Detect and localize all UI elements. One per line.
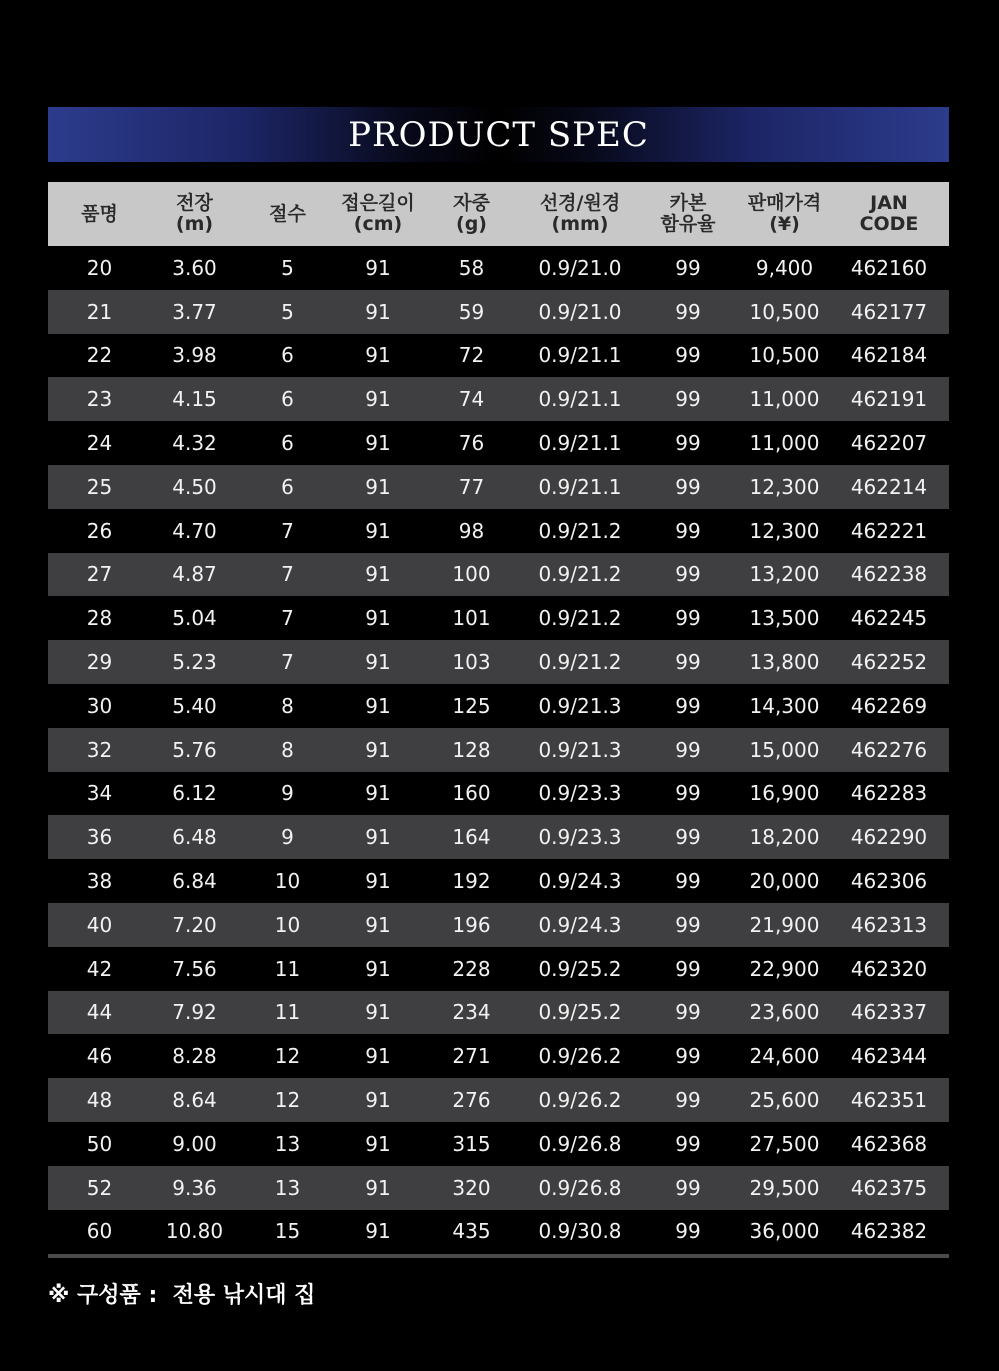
table-cell: 99	[636, 1210, 740, 1254]
table-cell: 22,900	[740, 947, 829, 991]
table-cell: 91	[337, 377, 419, 421]
table-cell: 99	[636, 1078, 740, 1122]
table-cell: 11,000	[740, 421, 829, 465]
table-cell: 8	[238, 728, 337, 772]
table-cell: 91	[337, 772, 419, 816]
table-cell: 125	[419, 684, 524, 728]
table-cell: 6.48	[151, 815, 238, 859]
table-cell: 21,900	[740, 903, 829, 947]
table-cell: 0.9/25.2	[524, 991, 636, 1035]
table-cell: 11	[238, 991, 337, 1035]
table-cell: 91	[337, 1210, 419, 1254]
table-cell: 164	[419, 815, 524, 859]
table-cell: 91	[337, 1078, 419, 1122]
table-cell: 8.64	[151, 1078, 238, 1122]
column-header-line1: 판매가격	[747, 192, 822, 214]
table-cell: 5.40	[151, 684, 238, 728]
table-cell: 8.28	[151, 1034, 238, 1078]
table-cell: 462252	[829, 640, 949, 684]
table-cell: 59	[419, 290, 524, 334]
table-cell: 462238	[829, 553, 949, 597]
table-cell: 0.9/23.3	[524, 772, 636, 816]
table-cell: 99	[636, 859, 740, 903]
column-header	[524, 182, 636, 246]
table-row	[48, 1078, 949, 1122]
table-row	[48, 421, 949, 465]
table-cell: 196	[419, 903, 524, 947]
table-cell: 0.9/21.1	[524, 421, 636, 465]
table-cell: 462351	[829, 1078, 949, 1122]
table-cell: 462160	[829, 246, 949, 290]
column-header-line1: 품명	[81, 202, 118, 225]
column-header	[337, 182, 419, 246]
table-cell: 15	[238, 1210, 337, 1254]
table-cell: 91	[337, 947, 419, 991]
table-cell: 44	[48, 991, 151, 1035]
table-cell: 462368	[829, 1122, 949, 1166]
table-cell: 9.36	[151, 1166, 238, 1210]
table-cell: 8	[238, 684, 337, 728]
table-cell: 91	[337, 465, 419, 509]
table-cell: 101	[419, 596, 524, 640]
column-header-line2: (mm)	[551, 213, 609, 235]
table-cell: 91	[337, 421, 419, 465]
table-cell: 0.9/26.2	[524, 1078, 636, 1122]
table-cell: 228	[419, 947, 524, 991]
table-cell: 462375	[829, 1166, 949, 1210]
column-header-line1: 자중	[453, 192, 490, 214]
table-cell: 0.9/21.1	[524, 334, 636, 378]
table-cell: 99	[636, 772, 740, 816]
table-cell: 99	[636, 421, 740, 465]
table-cell: 29,500	[740, 1166, 829, 1210]
table-cell: 99	[636, 684, 740, 728]
table-row	[48, 1122, 949, 1166]
table-cell: 462184	[829, 334, 949, 378]
table-row	[48, 728, 949, 772]
table-cell: 7	[238, 553, 337, 597]
table-cell: 91	[337, 1034, 419, 1078]
table-cell: 10,500	[740, 290, 829, 334]
table-cell: 50	[48, 1122, 151, 1166]
table-cell: 77	[419, 465, 524, 509]
table-cell: 462337	[829, 991, 949, 1035]
table-cell: 27	[48, 553, 151, 597]
table-cell: 13,800	[740, 640, 829, 684]
table-cell: 10.80	[151, 1210, 238, 1254]
table-row	[48, 903, 949, 947]
table-cell: 76	[419, 421, 524, 465]
table-cell: 58	[419, 246, 524, 290]
table-cell: 13,500	[740, 596, 829, 640]
table-cell: 0.9/21.2	[524, 553, 636, 597]
table-cell: 99	[636, 377, 740, 421]
table-cell: 462290	[829, 815, 949, 859]
table-cell: 18,200	[740, 815, 829, 859]
table-cell: 0.9/21.0	[524, 290, 636, 334]
table-cell: 29	[48, 640, 151, 684]
table-cell: 24,600	[740, 1034, 829, 1078]
table-cell: 7	[238, 509, 337, 553]
table-cell: 462245	[829, 596, 949, 640]
column-header	[829, 182, 949, 246]
table-cell: 99	[636, 246, 740, 290]
table-row	[48, 772, 949, 816]
table-cell: 462344	[829, 1034, 949, 1078]
table-cell: 234	[419, 991, 524, 1035]
column-header	[740, 182, 829, 246]
table-cell: 0.9/21.1	[524, 377, 636, 421]
table-cell: 99	[636, 509, 740, 553]
table-cell: 91	[337, 859, 419, 903]
table-cell: 99	[636, 334, 740, 378]
column-header-line2: (m)	[175, 213, 214, 235]
table-cell: 91	[337, 246, 419, 290]
table-cell: 3.98	[151, 334, 238, 378]
table-cell: 6	[238, 465, 337, 509]
table-cell: 462313	[829, 903, 949, 947]
column-header	[48, 182, 151, 246]
table-cell: 99	[636, 947, 740, 991]
table-cell: 99	[636, 815, 740, 859]
table-cell: 32	[48, 728, 151, 772]
table-cell: 0.9/26.2	[524, 1034, 636, 1078]
table-cell: 315	[419, 1122, 524, 1166]
table-cell: 24	[48, 421, 151, 465]
table-row	[48, 290, 949, 334]
table-cell: 0.9/21.0	[524, 246, 636, 290]
table-cell: 462191	[829, 377, 949, 421]
table-cell: 36,000	[740, 1210, 829, 1254]
table-cell: 25,600	[740, 1078, 829, 1122]
table-cell: 435	[419, 1210, 524, 1254]
table-bottom-rule	[48, 1254, 949, 1258]
table-cell: 91	[337, 509, 419, 553]
column-header-line1: 선경/원경	[539, 192, 621, 214]
table-cell: 25	[48, 465, 151, 509]
table-cell: 42	[48, 947, 151, 991]
table-cell: 0.9/21.1	[524, 465, 636, 509]
table-cell: 27,500	[740, 1122, 829, 1166]
table-cell: 72	[419, 334, 524, 378]
column-header-line2: (cm)	[353, 213, 403, 235]
table-row	[48, 377, 949, 421]
table-cell: 91	[337, 596, 419, 640]
table-cell: 128	[419, 728, 524, 772]
table-cell: 9	[238, 772, 337, 816]
table-cell: 0.9/21.3	[524, 728, 636, 772]
table-cell: 91	[337, 684, 419, 728]
table-row	[48, 509, 949, 553]
table-cell: 99	[636, 553, 740, 597]
table-row	[48, 1210, 949, 1254]
table-cell: 462276	[829, 728, 949, 772]
table-cell: 52	[48, 1166, 151, 1210]
table-cell: 91	[337, 553, 419, 597]
column-header	[151, 182, 238, 246]
table-cell: 11,000	[740, 377, 829, 421]
table-cell: 6.84	[151, 859, 238, 903]
table-cell: 99	[636, 991, 740, 1035]
spec-table	[48, 182, 949, 1253]
table-cell: 99	[636, 728, 740, 772]
table-cell: 0.9/21.2	[524, 509, 636, 553]
table-cell: 28	[48, 596, 151, 640]
table-cell: 23	[48, 377, 151, 421]
table-row	[48, 815, 949, 859]
column-header-line1: 절수	[269, 202, 306, 225]
table-row	[48, 246, 949, 290]
table-cell: 6	[238, 334, 337, 378]
table-cell: 10	[238, 859, 337, 903]
table-cell: 48	[48, 1078, 151, 1122]
column-header-line2: (g)	[456, 213, 487, 235]
table-cell: 15,000	[740, 728, 829, 772]
table-cell: 20,000	[740, 859, 829, 903]
table-header	[48, 182, 949, 246]
table-cell: 99	[636, 1166, 740, 1210]
table-cell: 5	[238, 290, 337, 334]
table-cell: 0.9/25.2	[524, 947, 636, 991]
table-cell: 7.56	[151, 947, 238, 991]
table-cell: 10,500	[740, 334, 829, 378]
table-cell: 9,400	[740, 246, 829, 290]
table-cell: 4.70	[151, 509, 238, 553]
table-cell: 4.15	[151, 377, 238, 421]
table-cell: 462207	[829, 421, 949, 465]
table-cell: 91	[337, 728, 419, 772]
table-cell: 0.9/24.3	[524, 859, 636, 903]
table-row	[48, 991, 949, 1035]
table-cell: 271	[419, 1034, 524, 1078]
table-cell: 91	[337, 815, 419, 859]
table-cell: 13	[238, 1166, 337, 1210]
table-cell: 91	[337, 290, 419, 334]
table-cell: 22	[48, 334, 151, 378]
table-cell: 99	[636, 640, 740, 684]
table-row	[48, 596, 949, 640]
table-cell: 5	[238, 246, 337, 290]
table-body	[48, 246, 949, 1253]
table-cell: 462177	[829, 290, 949, 334]
table-cell: 99	[636, 1034, 740, 1078]
table-cell: 0.9/24.3	[524, 903, 636, 947]
table-cell: 3.60	[151, 246, 238, 290]
banner-title: PRODUCT SPEC	[348, 114, 649, 155]
table-cell: 4.87	[151, 553, 238, 597]
table-cell: 38	[48, 859, 151, 903]
table-cell: 7.20	[151, 903, 238, 947]
column-header-line2: (¥)	[769, 213, 800, 235]
table-cell: 91	[337, 1122, 419, 1166]
table-cell: 462382	[829, 1210, 949, 1254]
column-header	[419, 182, 524, 246]
table-cell: 99	[636, 596, 740, 640]
table-row	[48, 947, 949, 991]
table-cell: 34	[48, 772, 151, 816]
table-cell: 0.9/21.2	[524, 640, 636, 684]
column-header	[238, 182, 337, 246]
table-cell: 462306	[829, 859, 949, 903]
table-cell: 462269	[829, 684, 949, 728]
table-cell: 13,200	[740, 553, 829, 597]
table-row	[48, 553, 949, 597]
table-cell: 60	[48, 1210, 151, 1254]
table-cell: 91	[337, 334, 419, 378]
table-cell: 99	[636, 1122, 740, 1166]
table-row	[48, 334, 949, 378]
table-cell: 276	[419, 1078, 524, 1122]
table-cell: 98	[419, 509, 524, 553]
table-cell: 5.76	[151, 728, 238, 772]
column-header-line1: 카본	[669, 192, 707, 214]
table-cell: 36	[48, 815, 151, 859]
table-cell: 5.23	[151, 640, 238, 684]
table-row	[48, 1034, 949, 1078]
table-cell: 7	[238, 596, 337, 640]
table-cell: 99	[636, 903, 740, 947]
table-cell: 12	[238, 1034, 337, 1078]
table-row	[48, 859, 949, 903]
table-cell: 11	[238, 947, 337, 991]
table-cell: 30	[48, 684, 151, 728]
table-cell: 74	[419, 377, 524, 421]
table-cell: 46	[48, 1034, 151, 1078]
table-cell: 6.12	[151, 772, 238, 816]
table-cell: 7.92	[151, 991, 238, 1035]
table-cell: 0.9/23.3	[524, 815, 636, 859]
table-cell: 5.04	[151, 596, 238, 640]
table-cell: 0.9/21.2	[524, 596, 636, 640]
table-cell: 26	[48, 509, 151, 553]
table-cell: 160	[419, 772, 524, 816]
table-cell: 23,600	[740, 991, 829, 1035]
table-cell: 6	[238, 377, 337, 421]
table-cell: 4.50	[151, 465, 238, 509]
column-header-line2: CODE	[859, 213, 919, 235]
table-cell: 7	[238, 640, 337, 684]
table-cell: 12,300	[740, 465, 829, 509]
table-cell: 192	[419, 859, 524, 903]
table-cell: 99	[636, 465, 740, 509]
components-note: ※ 구성품 : 전용 낚시대 집	[48, 1283, 316, 1308]
table-cell: 462320	[829, 947, 949, 991]
table-cell: 0.9/26.8	[524, 1166, 636, 1210]
table-cell: 14,300	[740, 684, 829, 728]
table-cell: 12,300	[740, 509, 829, 553]
table-cell: 40	[48, 903, 151, 947]
column-header	[636, 182, 740, 246]
table-cell: 12	[238, 1078, 337, 1122]
table-cell: 20	[48, 246, 151, 290]
table-cell: 100	[419, 553, 524, 597]
table-row	[48, 1166, 949, 1210]
table-cell: 0.9/21.3	[524, 684, 636, 728]
table-cell: 91	[337, 991, 419, 1035]
table-cell: 0.9/30.8	[524, 1210, 636, 1254]
table-cell: 103	[419, 640, 524, 684]
column-header-line2: 함유율	[660, 213, 716, 235]
table-cell: 0.9/26.8	[524, 1122, 636, 1166]
header-row	[48, 182, 949, 246]
table-cell: 91	[337, 903, 419, 947]
table-cell: 10	[238, 903, 337, 947]
column-header-line1: 전장	[176, 192, 213, 214]
table-cell: 99	[636, 290, 740, 334]
column-header-line1: JAN	[870, 192, 908, 214]
table-cell: 9	[238, 815, 337, 859]
table-cell: 462214	[829, 465, 949, 509]
column-header-line1: 접은길이	[341, 192, 415, 214]
table-cell: 13	[238, 1122, 337, 1166]
table-cell: 21	[48, 290, 151, 334]
table-cell: 16,900	[740, 772, 829, 816]
table-cell: 91	[337, 1166, 419, 1210]
table-cell: 6	[238, 421, 337, 465]
spec-banner	[48, 107, 949, 162]
table-row	[48, 465, 949, 509]
table-cell: 320	[419, 1166, 524, 1210]
table-cell: 462221	[829, 509, 949, 553]
table-cell: 462283	[829, 772, 949, 816]
table-cell: 4.32	[151, 421, 238, 465]
table-row	[48, 684, 949, 728]
table-cell: 3.77	[151, 290, 238, 334]
table-cell: 9.00	[151, 1122, 238, 1166]
table-cell: 91	[337, 640, 419, 684]
table-row	[48, 640, 949, 684]
